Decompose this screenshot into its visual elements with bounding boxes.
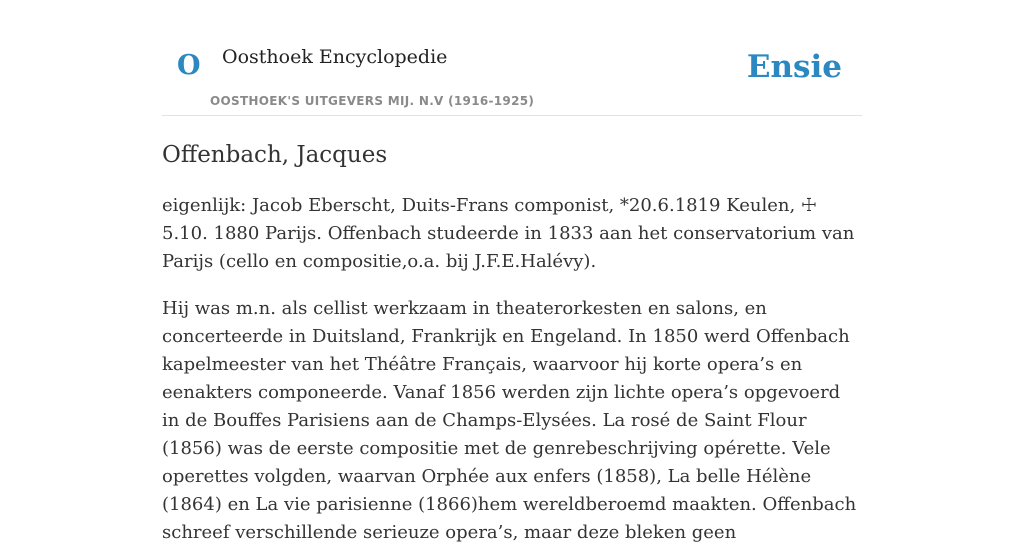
content-column	[162, 0, 862, 547]
ensie-brand-link[interactable]: Ensie	[746, 49, 842, 85]
article-paragraph: eigenlijk: Jacob Eberscht, Duits-Frans componist, *20.6.1819 Keulen, ☩ 5.10. 1880 Parijs. Offenbach studeerde in 1833 aan het conservatorium van Parijs (cello en compositie,o.a. bij J.F.E.Halévy).	[162, 194, 855, 272]
source-logo[interactable]: O	[177, 50, 201, 81]
article-title: Offenbach, Jacques	[162, 142, 388, 168]
article-paragraph: Hij was m.n. als cellist werkzaam in theaterorkesten en salons, en concerteerde in Duitsland, Frankrijk en Engeland. In 1850 werd Offenbach kapelmeester van het Théâtre Français, waarvoor hij korte opera’s en eenakters componeerde. Vanaf 1856 werden zijn lichte opera’s opgevoerd in de Bouffes Parisiens aan de Champs-Elysées. La rosé de Saint Flour (1856) was de eerste compositie met de genrebeschrijving opérette. Vele operettes volgden, waarvan Orphée aux enfers (1858), La belle Hélène (1864) en La vie parisienne (1866)hem wereldberoemd maakten. Offenbach schreef verschillende serieuze opera’s, maar deze bleken geen	[162, 297, 857, 543]
source-title[interactable]: Oosthoek Encyclopedie	[222, 46, 448, 68]
source-subtitle: OOSTHOEK'S UITGEVERS MIJ. N.V (1916-1925)	[210, 94, 535, 108]
source-header	[162, 0, 862, 116]
